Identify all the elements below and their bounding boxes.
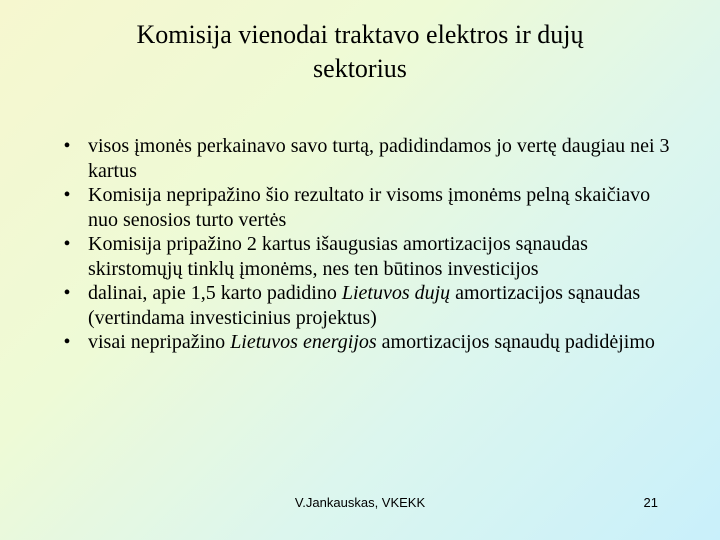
bullet-item <box>60 232 680 281</box>
bullet-text <box>88 282 640 329</box>
bullet-text-end: amortizacijos sąnaudų padidėjimo <box>376 331 655 353</box>
bullet-icon: • <box>63 331 71 353</box>
bullet-icon: • <box>63 184 71 206</box>
slide-title-line-2: sektorius <box>313 54 407 83</box>
bullet-item <box>60 281 680 330</box>
bullet-list <box>60 134 680 355</box>
bullet-text <box>88 331 655 353</box>
bullet-text-start: dalinai, apie 1,5 karto padidino <box>88 282 342 304</box>
bullet-item <box>60 330 680 355</box>
bullet-icon: • <box>63 282 71 304</box>
slide-title-line-1: Komisija vienodai traktavo elektros ir dujų <box>136 20 584 49</box>
bullet-text-start: visai nepripažino <box>88 331 231 353</box>
bullet-text: visos įmonės perkainavo savo turtą, padidindamos jo vertę daugiau nei 3 kartus <box>88 135 670 182</box>
footer-author: V.Jankauskas, VKEKK <box>294 495 426 510</box>
bullet-item <box>60 134 680 183</box>
bullet-text-end: amortizacijos sąnaudas (vertindama investicinius projektus) <box>88 282 641 329</box>
bullet-icon: • <box>63 233 71 255</box>
slide-title <box>60 18 660 86</box>
bullet-icon: • <box>63 135 71 157</box>
company-name: Lietuvos dujų <box>341 282 451 304</box>
bullet-text: Komisija pripažino 2 kartus išaugusias amortizacijos sąnaudas skirstomųjų tinklų įmonėms, nes ten būtinos investicijos <box>88 233 588 280</box>
bullet-item <box>60 183 680 232</box>
company-name: Lietuvos energijos <box>230 331 377 353</box>
page-number: 21 <box>643 495 658 510</box>
bullet-text: Komisija nepripažino šio rezultato ir visoms įmonėms pelną skaičiavo nuo senosios turto vertės <box>88 184 651 231</box>
